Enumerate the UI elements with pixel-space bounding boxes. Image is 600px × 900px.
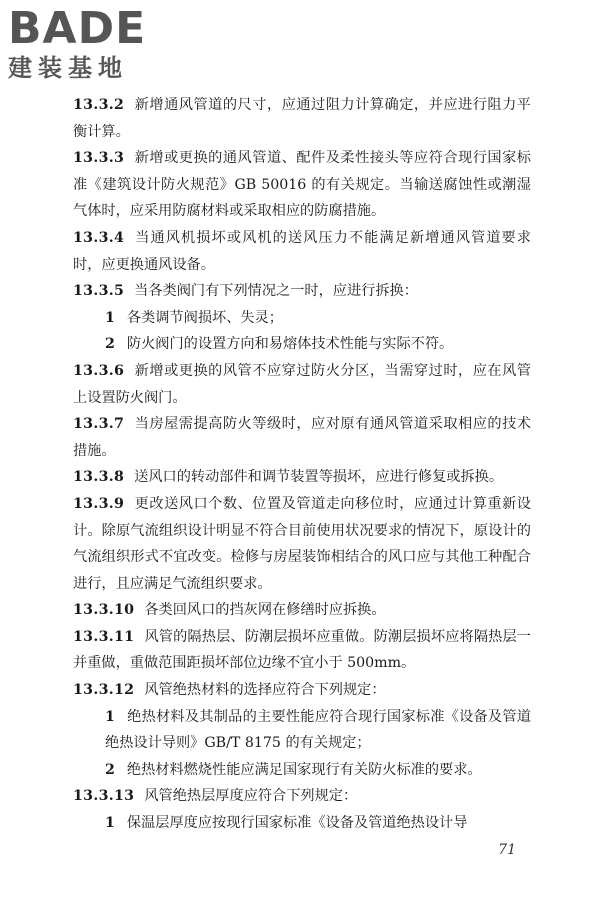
- bade-logo: [8, 4, 178, 94]
- clause-number: 13.3.8: [73, 469, 125, 486]
- item-number: 1: [105, 708, 115, 725]
- clause-number: 13.3.10: [73, 602, 135, 619]
- logo-subtitle: 建装基地: [8, 54, 128, 82]
- clause-paragraph: [73, 464, 531, 491]
- paragraph-text: 绝热材料及其制品的主要性能应符合现行国家标准《设备及管道绝热设计导则》GB/T 8175 的有关规定；: [105, 708, 531, 752]
- paragraph-text: 保温层厚度应按现行国家标准《设备及管道绝热设计导: [126, 815, 468, 832]
- clause-number: 13.3.3: [73, 150, 125, 167]
- paragraph-text: 各类回风口的挡灰网在修缮时应拆换。: [144, 602, 386, 619]
- clause-number: 13.3.11: [73, 628, 135, 645]
- clause-number: 13.3.4: [73, 229, 125, 246]
- clause-paragraph: [73, 491, 531, 597]
- paragraph-text: 当各类阀门有下列情况之一时，应进行拆换：: [134, 283, 418, 300]
- paragraph-text: 当通风机损坏或风机的送风压力不能满足新增通风管道要求时，应更换通风设备。: [73, 229, 531, 273]
- clause-number: 13.3.12: [73, 682, 135, 699]
- clause-paragraph: [73, 411, 531, 464]
- clause-paragraph: [73, 597, 531, 624]
- list-item: [73, 757, 531, 784]
- clause-number: 13.3.6: [73, 362, 125, 379]
- clause-paragraph: [73, 145, 531, 225]
- paragraph-text: 新增或更换的风管不应穿过防火分区，当需穿过时，应在风管上设置防火阀门。: [73, 362, 531, 406]
- paragraph-text: 风管绝热材料的选择应符合下列规定：: [144, 682, 386, 699]
- clause-paragraph: [73, 358, 531, 411]
- clause-paragraph: [73, 783, 531, 810]
- paragraph-text: 绝热材料燃烧性能应满足国家现行有关防火标准的要求。: [126, 761, 482, 778]
- item-number: 1: [105, 309, 115, 326]
- clause-paragraph: [73, 278, 531, 305]
- paragraph-text: 防火阀门的设置方向和易熔体技术性能与实际不符。: [126, 336, 454, 353]
- list-item: [73, 810, 531, 837]
- clause-number: 13.3.5: [73, 283, 125, 300]
- item-number: 2: [105, 336, 115, 353]
- page-number: 71: [498, 842, 516, 858]
- paragraph-text: 各类调节阀损坏、失灵；: [126, 309, 283, 326]
- clause-paragraph: [73, 92, 531, 145]
- paragraph-text: 送风口的转动部件和调节装置等损坏，应进行修复或拆换。: [134, 469, 504, 486]
- clause-number: 13.3.2: [73, 97, 125, 113]
- list-item: [73, 305, 531, 332]
- clause-number: 13.3.7: [73, 416, 125, 433]
- paragraph-text: 风管的隔热层、防潮层损坏应重做。防潮层损坏应将隔热层一并重做，重做范围距损坏部位边缘不宜小于 500mm。: [73, 628, 531, 672]
- list-item: [73, 331, 531, 358]
- clause-paragraph: [73, 677, 531, 704]
- paragraph-text: 当房屋需提高防火等级时，应对原有通风管道采取相应的技术措施。: [73, 416, 531, 459]
- clause-paragraph: [73, 624, 531, 677]
- logo-wordmark: BADE: [8, 3, 147, 54]
- paragraph-text: 风管绝热层厚度应符合下列规定：: [144, 788, 358, 805]
- paragraph-text: 新增通风管道的尺寸，应通过阻力计算确定，并应进行阻力平衡计算。: [73, 97, 531, 140]
- paragraph-text: 更改送风口个数、位置及管道走向移位时，应通过计算重新设计。除原气流组织设计明显不符合目前使用状况要求的情况下，原设计的气流组织形式不宜改变。检修与房屋装饰相结合的风口应与其他工种配合进行，且应满足气流组织要求。: [73, 495, 531, 592]
- list-item: [73, 704, 531, 757]
- item-number: 1: [105, 815, 115, 832]
- clause-number: 13.3.9: [73, 495, 125, 512]
- clause-number: 13.3.13: [73, 788, 135, 805]
- document-body: [73, 92, 531, 837]
- item-number: 2: [105, 761, 115, 778]
- paragraph-text: 新增或更换的通风管道、配件及柔性接头等应符合现行国家标准《建筑设计防火规范》GB 50016 的有关规定。当输送腐蚀性或潮湿气体时，应采用防腐材料或采取相应的防腐措施。: [73, 150, 531, 220]
- clause-paragraph: [73, 225, 531, 278]
